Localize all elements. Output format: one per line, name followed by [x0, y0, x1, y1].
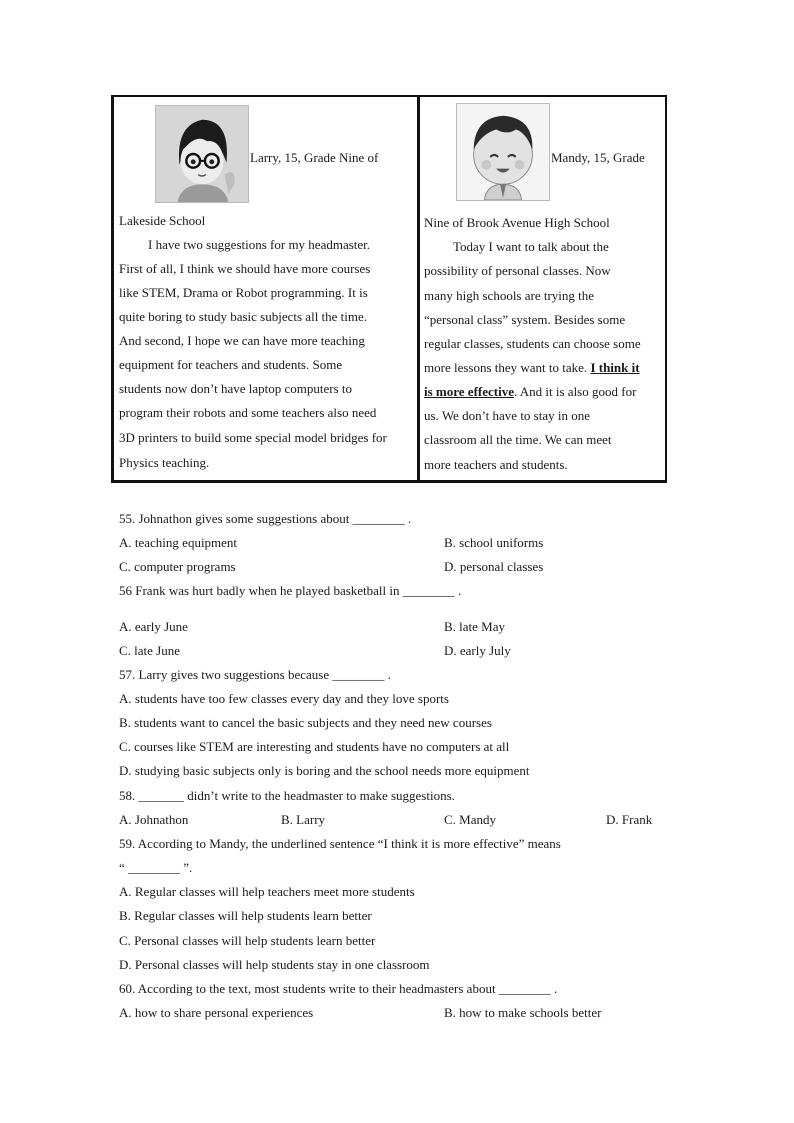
larry-line: equipment for teachers and students. Some — [119, 357, 343, 372]
mandy-line — [424, 380, 664, 404]
mandy-line — [424, 356, 664, 380]
mandy-line: many high schools are trying the — [424, 288, 595, 303]
q59-option-d[interactable]: D. Personal classes will help students stay in one classroom — [119, 957, 430, 972]
q58-option-b[interactable]: B. Larry — [281, 812, 326, 827]
larry-school: Lakeside School — [119, 213, 206, 228]
q59-option-b[interactable]: B. Regular classes will help students learn better — [119, 908, 372, 923]
mandy-avatar — [456, 103, 550, 201]
mandy-line-text: more lessons they want to take. — [424, 360, 588, 375]
mandy-line: more teachers and students. — [424, 457, 568, 472]
mandy-line: “personal class” system. Besides some — [424, 312, 626, 327]
mandy-line: possibility of personal classes. Now — [424, 263, 611, 278]
larry-line: quite boring to study basic subjects all the time. — [119, 309, 368, 324]
boy-with-glasses-icon — [156, 106, 248, 202]
profiles-table — [111, 95, 667, 483]
q56-option-d[interactable]: D. early July — [444, 643, 511, 658]
q56-option-c[interactable]: C. late June — [119, 643, 181, 658]
mandy-line: us. We don’t have to stay in one — [424, 408, 591, 423]
mandy-line: Today I want to talk about the — [453, 239, 609, 254]
q59-option-c[interactable]: C. Personal classes will help students learn better — [119, 933, 376, 948]
q58-option-d[interactable]: D. Frank — [606, 812, 653, 827]
larry-line: like STEM, Drama or Robot programming. It is — [119, 285, 368, 300]
mandy-line: regular classes, students can choose some — [424, 336, 641, 351]
question-57-stem: 57. Larry gives two suggestions because ________ . — [119, 667, 391, 682]
q60-option-a[interactable]: A. how to share personal experiences — [119, 1005, 314, 1020]
q60-option-b[interactable]: B. how to make schools better — [444, 1005, 602, 1020]
mandy-name: Mandy, 15, Grade — [551, 150, 645, 165]
q55-option-a[interactable]: A. teaching equipment — [119, 535, 238, 550]
larry-line: And second, I hope we can have more teaching — [119, 333, 365, 348]
q57-option-d[interactable]: D. studying basic subjects only is boring and the school needs more equipment — [119, 763, 530, 778]
larry-line: 3D printers to build some special model bridges for — [119, 430, 387, 445]
q55-option-d[interactable]: D. personal classes — [444, 559, 544, 574]
question-59-blank: “ ________ ”. — [119, 860, 193, 875]
mandy-line-text: . And it is also good for — [513, 384, 637, 399]
smiling-boy-icon — [457, 104, 549, 200]
larry-avatar — [155, 105, 249, 203]
question-55-stem: 55. Johnathon gives some suggestions about ________ . — [119, 511, 412, 526]
q58-option-c[interactable]: C. Mandy — [444, 812, 496, 827]
q55-option-b[interactable]: B. school uniforms — [444, 535, 544, 550]
larry-cell — [119, 97, 414, 480]
mandy-cell — [424, 97, 664, 480]
q56-option-a[interactable]: A. early June — [119, 619, 188, 634]
table-divider — [417, 97, 420, 480]
larry-line: I have two suggestions for my headmaster. — [148, 237, 371, 252]
underlined-sentence-part-b: is more effective — [424, 384, 514, 399]
q59-option-a[interactable]: A. Regular classes will help teachers meet more students — [119, 884, 415, 899]
larry-line: Physics teaching. — [119, 455, 210, 470]
mandy-line: classroom all the time. We can meet — [424, 432, 612, 447]
question-60-stem: 60. According to the text, most students write to their headmasters about ________ . — [119, 981, 558, 996]
mandy-school: Nine of Brook Avenue High School — [424, 215, 610, 230]
question-56-stem: 56 Frank was hurt badly when he played basketball in ________ . — [119, 583, 462, 598]
q56-option-b[interactable]: B. late May — [444, 619, 506, 634]
larry-line: First of all, I think we should have more courses — [119, 261, 371, 276]
larry-name: Larry, 15, Grade Nine of — [250, 150, 379, 165]
question-58-stem: 58. _______ didn’t write to the headmaster to make suggestions. — [119, 788, 455, 803]
underlined-sentence-part-a: I think it — [590, 360, 640, 375]
q55-option-c[interactable]: C. computer programs — [119, 559, 236, 574]
q57-option-a[interactable]: A. students have too few classes every day and they love sports — [119, 691, 449, 706]
q57-option-b[interactable]: B. students want to cancel the basic subjects and they need new courses — [119, 715, 492, 730]
q57-option-c[interactable]: C. courses like STEM are interesting and students have no computers at all — [119, 739, 510, 754]
q58-option-a[interactable]: A. Johnathon — [119, 812, 189, 827]
question-59-stem: 59. According to Mandy, the underlined sentence “I think it is more effective” means — [119, 836, 561, 851]
larry-line: program their robots and some teachers also need — [119, 405, 377, 420]
larry-line: students now don’t have laptop computers to — [119, 381, 353, 396]
